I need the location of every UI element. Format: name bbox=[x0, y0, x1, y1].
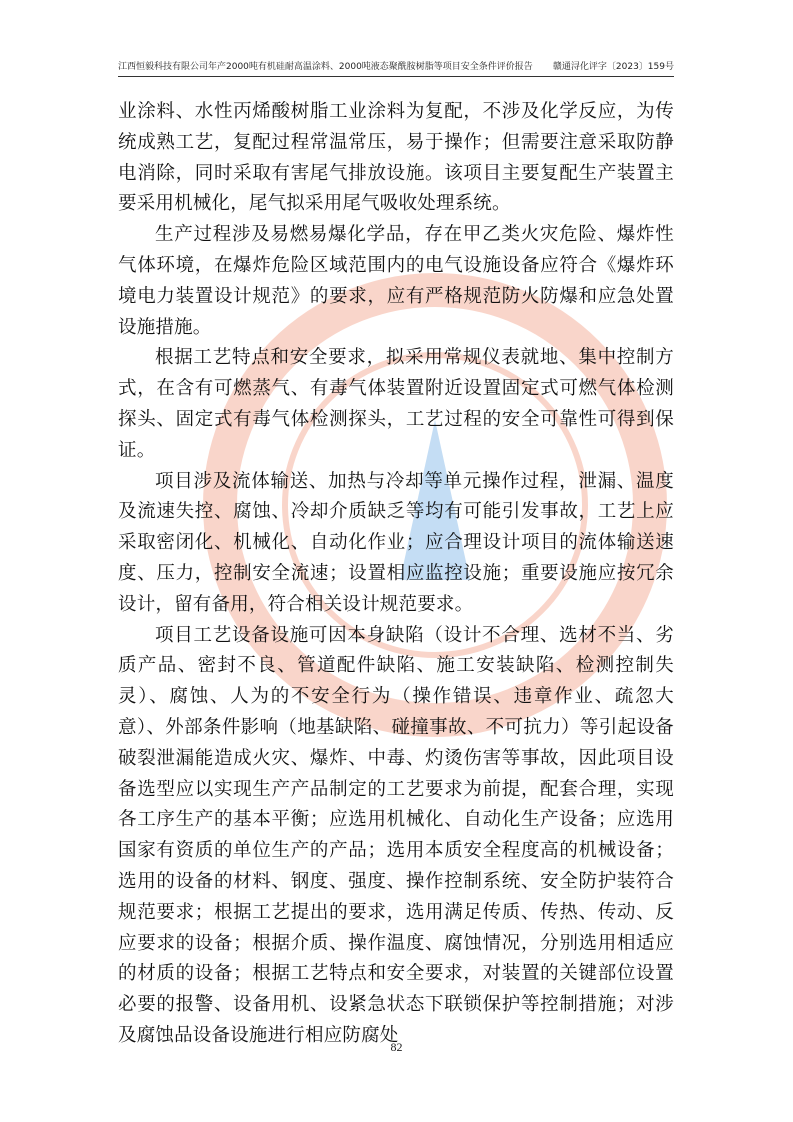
paragraph-4: 项目涉及流体输送、加热与冷却等单元操作过程，泄漏、温度及流速失控、腐蚀、冷却介质缺乏等均有可能引发事故，工艺上应采取密闭化、机械化、自动化作业；应合理设计项目的流体输送速度、压力，控制安全流速；设置相应监控设施；重要设施应按冗余设计，留有备用，符合相关设计规范要求。 bbox=[118, 470, 674, 615]
header-report-title: 江西恒毅科技有限公司年产2000吨有机硅耐高温涂料、2000吨液态聚酰胺树脂等项目安全条件评价报告 bbox=[118, 62, 533, 72]
page-number: 82 bbox=[390, 1040, 403, 1054]
header-divider bbox=[118, 76, 674, 77]
running-header bbox=[118, 60, 674, 74]
document-body bbox=[118, 97, 674, 1052]
paragraph-5: 项目工艺设备设施可因本身缺陷（设计不合理、选材不当、劣质产品、密封不良、管道配件缺陷、施工安装缺陷、检测控制失灵）、腐蚀、人为的不安全行为（操作错误、违章作业、疏忽大意）、外部条件影响（地基缺陷、碰撞事故、不可抗力）等引起设备破裂泄漏能造成火灾、爆炸、中毒、灼烫伤害等事故，因此项目设备选型应以实现生产产品制定的工艺要求为前提，配套合理，实现各工序生产的基本平衡；应选用机械化、自动化生产设备；应选用国家有资质的单位生产的产品；选用本质安全程度高的机械设备；选用的设备的材料、钢度、强度、操作控制系统、安全防护装符合规范要求；根据工艺提出的要求，选用满足传质、传热、传动、反应要求的设备；根据介质、操作温度、腐蚀情况，分别选用相适应的材质的设备；根据工艺特点和安全要求，对装置的关键部位设置必要的报警、设备用机、设紧急状态下联锁保护等控制措施；对涉及腐蚀品设备设施进行相应防腐处 bbox=[118, 624, 674, 1046]
paragraph-1: 业涂料、水性丙烯酸树脂工业涂料为复配，不涉及化学反应，为传统成熟工艺，复配过程常温常压，易于操作；但需要注意采取防静电消除，同时采取有害尾气排放设施。该项目主要复配生产装置主要采用机械化，尾气拟采用尾气吸收处理系统。 bbox=[118, 101, 674, 215]
paragraph-2: 生产过程涉及易燃易爆化学品，存在甲乙类火灾危险、爆炸性气体环境，在爆炸危险区域范围内的电气设施设备应符合《爆炸环境电力装置设计规范》的要求，应有严格规范防火防爆和应急处置设施措施。 bbox=[118, 224, 674, 338]
paragraph-3: 根据工艺特点和安全要求，拟采用常规仪表就地、集中控制方式，在含有可燃蒸气、有毒气体装置附近设置固定式可燃气体检测探头、固定式有毒气体检测探头，工艺过程的安全可靠性可得到保证。 bbox=[118, 347, 674, 461]
header-report-number: 赣通浔化评字〔2023〕159号 bbox=[552, 62, 674, 72]
